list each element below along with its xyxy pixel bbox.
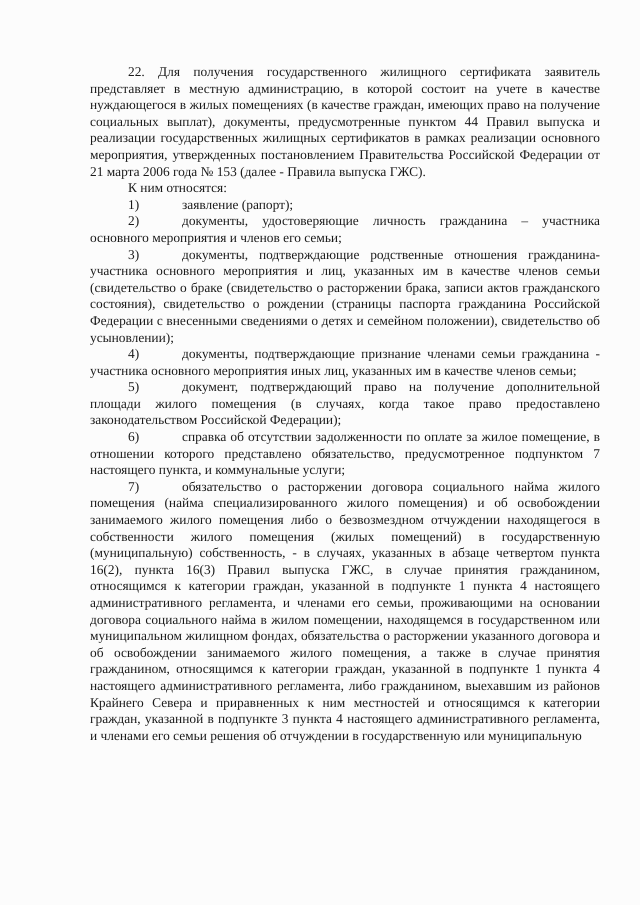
list-item: [90, 479, 600, 745]
list-item-text: обязательство о расторжении договора социального найма жилого помещения (найма специализированного жилого помещения) и об освобождении занимаемого жилого помещения либо о безвозмездном отчуждении находящегося в собственности жилого помещения (жилых помещений) в государственную (муниципальную) собственность, - в случаях, указанных в абзаце четвертом пункта 16(2), пункта 16(3) Правил выпуска ГЖС, в случае принятия гражданином, относящимся к категории граждан, указанной в подпункте 1 пункта 4 настоящего административного регламента, и членами его семьи, проживающими на основании договора социального найма в жилом помещении, находящемся в государственном или муниципальном жилищном фондах, обязательства о расторжении указанного договора и об освобождении занимаемого жилого помещения, а также в случае принятия гражданином, относящимся к категории граждан, указанной в подпункте 1 пункта 4 настоящего административного регламента, либо гражданином, выехавшим из районов Крайнего Севера и приравненных к ним местностей и относящимся к категории граждан, указанной в подпункте 3 пункта 4 настоящего административного регламента, и членами его семьи решения об отчуждении в государственную или муниципальную: [90, 478, 600, 743]
list-item-text: документы, подтверждающие признание членами семьи гражданина - участника основного мероприятия иных лиц, указанных им в качестве членов семьи;: [90, 346, 600, 378]
list-item: [90, 429, 600, 479]
list-item: [90, 197, 600, 214]
intro-paragraph: 22. Для получения государственного жилищного сертификата заявитель представляет в местную администрацию, в которой состоит на учете в качестве нуждающегося в жилых помещениях (в качестве граждан, имеющих право на получение социальных выплат), документы, предусмотренные пунктом 44 Правил выпуска и реализации государственных жилищных сертификатов в рамках реализации основного мероприятия, утвержденных постановлением Правительства Российской Федерации от 21 марта 2006 года № 153 (далее - Правила выпуска ГЖС).: [90, 64, 600, 179]
list-item-text: документы, удостоверяющие личность гражданина – участника основного мероприятия и членов его семьи;: [90, 213, 600, 245]
list-item-number: 4): [128, 346, 140, 362]
document-body: [90, 64, 600, 744]
list-item-text: документы, подтверждающие родственные отношения гражданина-участника основного мероприятия и лиц, указанных им в качестве членов семьи (свидетельство о браке (свидетельство о расторжении брака, записи актов гражданского состояния), свидетельство о рождении (страницы паспорта гражданина Российской Федерации с внесенными сведениями о детях и семейном положении), свидетельство об усыновлении);: [90, 246, 600, 345]
list-item: [90, 346, 600, 379]
list-item-number: 7): [128, 478, 140, 494]
list-item-text: документ, подтверждающий право на получение дополнительной площади жилого помещения (в случаях, когда такое право предоставлено законодательством Российской Федерации);: [90, 379, 600, 428]
list-item: [90, 379, 600, 429]
list-item: [90, 247, 600, 347]
list-item-number: 5): [128, 379, 140, 395]
list-intro: К ним относятся:: [128, 180, 227, 196]
list-item-text: справка об отсутствии задолженности по оплате за жилое помещение, в отношении которого представлено обязательство, предусмотренное подпунктом 7 настоящего пункта, и коммунальные услуги;: [90, 429, 600, 478]
list-item-number: 6): [128, 429, 140, 445]
list-item-number: 2): [128, 213, 140, 229]
list-item-number: 1): [128, 196, 140, 212]
list-item-number: 3): [128, 246, 140, 262]
list-item-text: заявление (рапорт);: [182, 196, 294, 212]
list-item: [90, 213, 600, 246]
